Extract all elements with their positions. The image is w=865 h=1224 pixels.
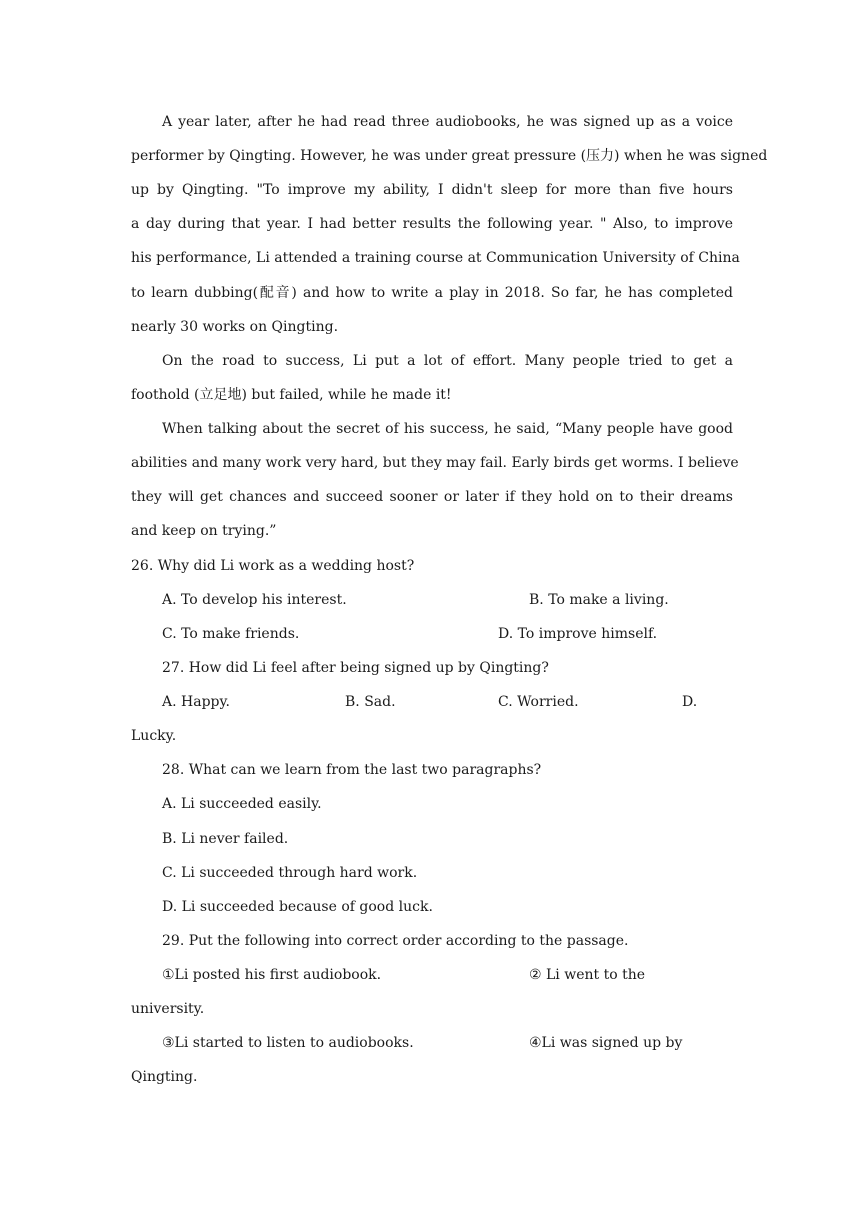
q26-option-a: A. To develop his interest. (162, 592, 347, 608)
question-29-stem: 29. Put the following into correct order according to the passage. (162, 933, 629, 949)
q28-option-c: C. Li succeeded through hard work. (162, 865, 418, 881)
q27-option-d-text: Lucky. (131, 728, 177, 744)
q28-option-b: B. Li never failed. (162, 831, 289, 847)
passage-line: to learn dubbing(配音) and how to write a play in 2018. So far, he has completed (131, 285, 733, 301)
q28-option-a: A. Li succeeded easily. (162, 796, 322, 812)
question-28-stem: 28. What can we learn from the last two paragraphs? (162, 762, 542, 778)
q26-option-b: B. To make a living. (529, 592, 669, 608)
passage-line: On the road to success, Li put a lot of effort. Many people tried to get a (162, 353, 733, 369)
q28-option-d: D. Li succeeded because of good luck. (162, 899, 433, 915)
q29-item-4-cont: Qingting. (131, 1069, 198, 1085)
q27-option-b: B. Sad. (345, 694, 396, 710)
passage-line: a day during that year. I had better results the following year. " Also, to improve (131, 216, 733, 232)
passage-line: When talking about the secret of his success, he said, “Many people have good (162, 421, 733, 437)
q29-item-2: ② Li went to the (529, 967, 646, 983)
q26-option-c: C. To make friends. (162, 626, 300, 642)
passage-line: A year later, after he had read three audiobooks, he was signed up as a voice (162, 114, 733, 130)
passage-line: performer by Qingting. However, he was under great pressure (压力) when he was signed (131, 148, 768, 164)
q27-option-d: D. (682, 694, 698, 710)
passage-line: his performance, Li attended a training course at Communication University of China (131, 250, 740, 266)
passage-line: foothold (立足地) but failed, while he made it! (131, 387, 452, 403)
passage-line: and keep on trying.” (131, 523, 277, 539)
q27-option-a: A. Happy. (162, 694, 230, 710)
passage-line: up by Qingting. "To improve my ability, I didn't sleep for more than five hours (131, 182, 733, 198)
question-26-stem: 26. Why did Li work as a wedding host? (131, 558, 415, 574)
q29-item-2-cont: university. (131, 1001, 205, 1017)
q26-option-d: D. To improve himself. (498, 626, 658, 642)
question-27-stem: 27. How did Li feel after being signed up by Qingting? (162, 660, 549, 676)
passage-line: they will get chances and succeed sooner or later if they hold on to their dreams (131, 489, 733, 505)
q27-option-c: C. Worried. (498, 694, 579, 710)
q29-item-1: ①Li posted his first audiobook. (162, 967, 382, 983)
q29-item-3: ③Li started to listen to audiobooks. (162, 1035, 414, 1051)
passage-line: nearly 30 works on Qingting. (131, 319, 339, 335)
passage-line: abilities and many work very hard, but they may fail. Early birds get worms. I believe (131, 455, 739, 471)
q29-item-4: ④Li was signed up by (529, 1035, 683, 1051)
